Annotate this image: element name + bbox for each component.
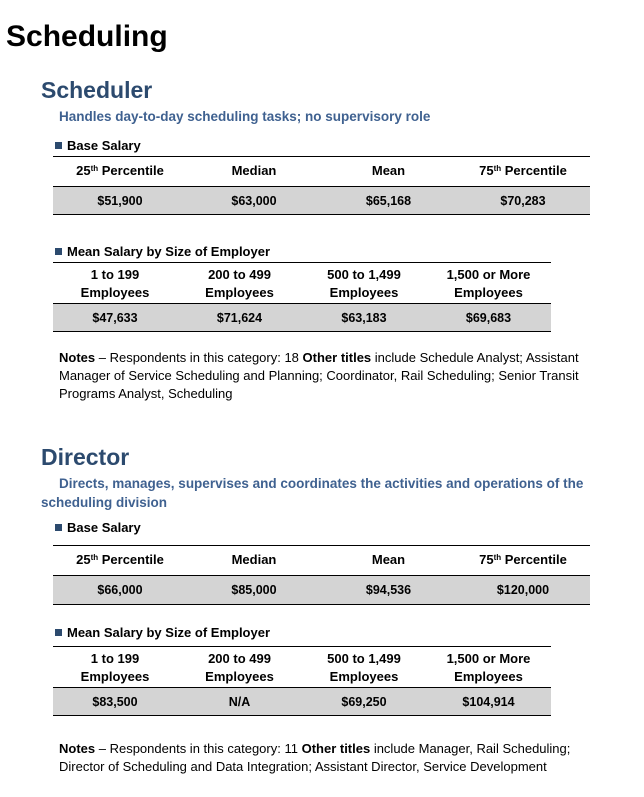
heading-label: Base Salary bbox=[67, 520, 141, 535]
table-rule bbox=[53, 214, 590, 215]
scheduler-base-salary-values-row bbox=[53, 187, 590, 214]
header-cell: Median bbox=[231, 552, 277, 567]
header-cell: 1 to 199 Employees bbox=[80, 267, 150, 300]
header-cell: Median bbox=[231, 163, 277, 178]
value-cell: $85,000 bbox=[231, 583, 277, 597]
director-base-salary-heading bbox=[55, 520, 141, 535]
director-by-size-values-row bbox=[53, 688, 551, 715]
header-cell: 25th Percentile bbox=[76, 163, 164, 178]
header-cell: Mean bbox=[371, 163, 406, 178]
square-bullet-icon bbox=[55, 629, 62, 636]
scheduler-title: Scheduler bbox=[41, 77, 153, 103]
header-cell: Mean bbox=[371, 552, 406, 567]
header-cell: 75th Percentile bbox=[479, 552, 567, 567]
square-bullet-icon bbox=[55, 248, 62, 255]
header-cell: 500 to 1,499 Employees bbox=[327, 267, 401, 300]
header-cell: 1,500 or More Employees bbox=[446, 267, 531, 300]
table-rule bbox=[53, 604, 590, 605]
value-cell: $83,500 bbox=[92, 694, 138, 709]
director-by-size-heading bbox=[55, 625, 270, 640]
heading-label: Mean Salary by Size of Employer bbox=[67, 244, 271, 259]
value-cell: $47,633 bbox=[92, 310, 138, 325]
table-rule bbox=[53, 331, 551, 332]
table-rule bbox=[53, 156, 590, 157]
director-notes: Notes – Respondents in this category: 11 Other titles include Manager, Rail Scheduling; Director of Scheduling and Data Integration; Assistant Director, Service Development bbox=[59, 741, 571, 774]
table-rule bbox=[53, 262, 551, 263]
table-rule bbox=[53, 715, 551, 716]
value-cell: $104,914 bbox=[462, 694, 515, 709]
director-base-salary-header-row bbox=[53, 551, 590, 569]
value-cell: $63,000 bbox=[231, 193, 277, 208]
table-rule bbox=[53, 646, 551, 647]
value-cell: $66,000 bbox=[97, 583, 143, 597]
scheduler-description: Handles day-to-day scheduling tasks; no supervisory role bbox=[59, 109, 431, 124]
scheduler-notes: Notes – Respondents in this category: 18 Other titles include Schedule Analyst; Assistant Manager of Service Scheduling and Planning; Coordinator, Rail Scheduling; Senior Transit Programs Analyst, Scheduling bbox=[59, 350, 579, 401]
header-cell: 25th Percentile bbox=[76, 552, 164, 567]
value-cell: $63,183 bbox=[341, 310, 387, 325]
header-cell: 200 to 499 Employees bbox=[205, 267, 274, 300]
header-cell: 1,500 or More Employees bbox=[446, 651, 531, 684]
header-cell: 200 to 499 Employees bbox=[205, 651, 274, 684]
value-cell: $70,283 bbox=[500, 193, 546, 208]
value-cell: $120,000 bbox=[496, 583, 550, 597]
heading-label: Base Salary bbox=[67, 138, 141, 153]
scheduler-by-size-heading bbox=[55, 244, 270, 259]
director-base-salary-values-row bbox=[53, 576, 590, 604]
header-cell: 1 to 199 Employees bbox=[80, 651, 150, 684]
scheduler-base-salary-heading bbox=[55, 138, 141, 153]
scheduler-base-salary-header-row bbox=[53, 162, 590, 180]
value-cell: N/A bbox=[228, 694, 251, 709]
value-cell: $65,168 bbox=[365, 193, 412, 208]
director-title: Director bbox=[41, 444, 130, 470]
heading-label: Mean Salary by Size of Employer bbox=[67, 625, 271, 640]
square-bullet-icon bbox=[55, 142, 62, 149]
value-cell: $51,900 bbox=[97, 193, 143, 208]
scheduler-by-size-values-row bbox=[53, 304, 551, 331]
value-cell: $94,536 bbox=[365, 583, 412, 597]
value-cell: $69,250 bbox=[341, 694, 387, 709]
director-description: Directs, manages, supervises and coordinates the activities and operations of the scheduling division bbox=[41, 476, 584, 510]
scheduler-by-size-header-row bbox=[53, 266, 551, 302]
value-cell: $71,624 bbox=[216, 310, 263, 325]
header-cell: 75th Percentile bbox=[479, 163, 567, 178]
director-by-size-header-row bbox=[53, 650, 551, 686]
value-cell: $69,683 bbox=[465, 310, 512, 325]
table-rule bbox=[53, 545, 590, 546]
header-cell: 500 to 1,499 Employees bbox=[327, 651, 401, 684]
page-title: Scheduling bbox=[6, 20, 168, 53]
square-bullet-icon bbox=[55, 524, 62, 531]
